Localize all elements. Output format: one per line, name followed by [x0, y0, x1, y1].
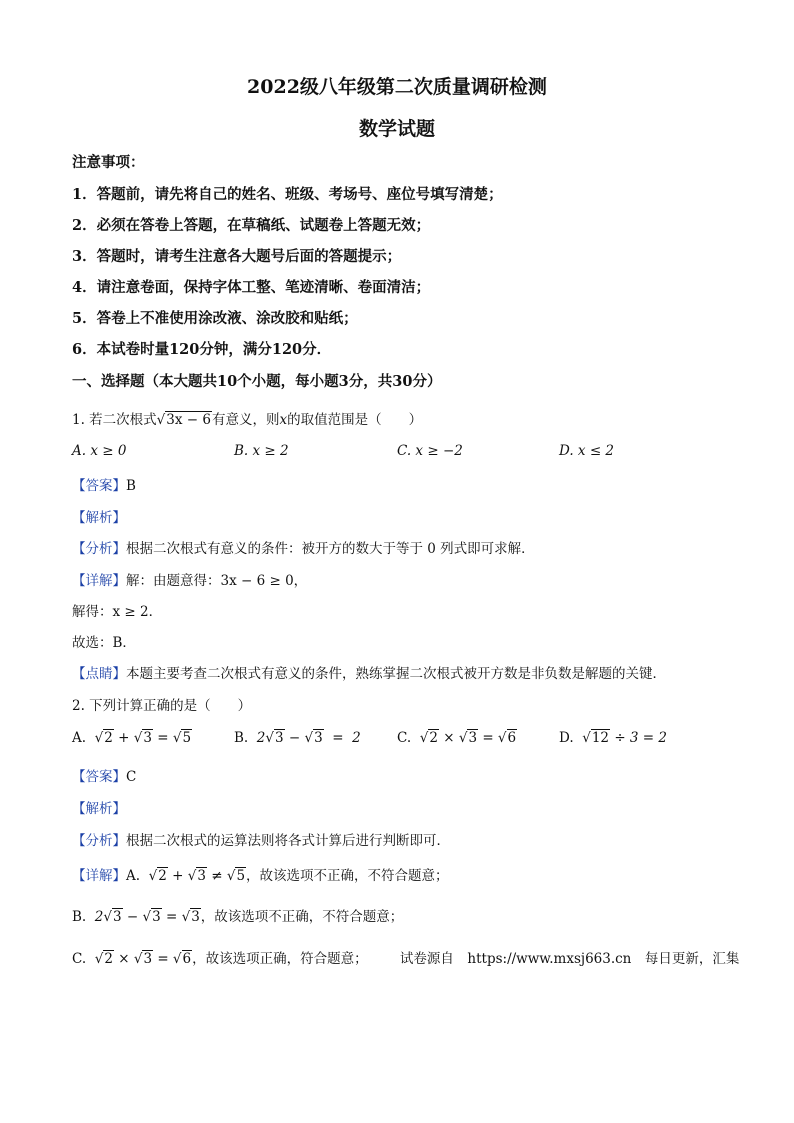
q2-detail-c: C. √2 × √3 = √6，故该选项正确，符合题意； 试卷源自 https://www.mxsj663.cn 每日更新，汇集 [72, 951, 740, 967]
q1-option-b: B. x ≥ 2 [234, 443, 289, 459]
q1-fenxi [72, 537, 535, 557]
q1-fenxi-text: 根据二次根式有意义的条件：被开方的数大于等于 0 列式即可求解． [126, 541, 535, 557]
q1-radicand: 3x − 6 [166, 412, 211, 428]
fenxi-tag: 【分析】 [72, 833, 126, 849]
answer-tag: 【答案】 [72, 478, 126, 494]
q2-detail-a-text: ，故该选项不正确，不符合题意； [246, 868, 449, 884]
answer-tag: 【答案】 [72, 769, 126, 785]
dianjing-tag: 【点睛】 [72, 666, 126, 682]
detail-tag: 【详解】 [72, 573, 126, 589]
q1-option-a: A. x ≥ 0 [72, 443, 127, 459]
q2-option-a: A. √2 + √3 = √5 [72, 730, 192, 746]
detail-tag: 【详解】 [72, 868, 126, 884]
q2-analysis-tag: 【解析】 [72, 801, 126, 817]
q2-option-a-label: A. [72, 730, 87, 746]
notice-item: 3．答题时，请考生注意各大题号后面的答题提示； [72, 248, 402, 265]
q1-answer [72, 474, 136, 494]
q2-detail-b: B. 2√3 − √3 = √3，故该选项不正确，不符合题意； [72, 909, 404, 925]
q2-option-d-label: D. [559, 730, 574, 746]
q2-detail-b-label: B. [72, 909, 87, 925]
footer-source: 试卷源自 https://www.mxsj663.cn 每日更新，汇集 [399, 951, 740, 967]
q2-option-d: D. √12 ÷ 3 = 2 [559, 730, 667, 746]
q1-stem-end: 的取值范围是（ ） [287, 412, 423, 428]
q2-option-b-label: B. [234, 730, 249, 746]
notice-heading: 注意事项： [72, 154, 145, 171]
q2-option-c-label: C. [397, 730, 412, 746]
q2-option-c: C. √2 × √3 = √6 [397, 730, 517, 746]
notice-item: 1．答题前，请先将自己的姓名、班级、考场号、座位号填写清楚； [72, 186, 503, 203]
notice-item: 2．必须在答卷上答题，在草稿纸、试题卷上答题无效； [72, 217, 431, 234]
q1-option-d: D. x ≤ 2 [559, 443, 615, 459]
q2-fenxi-text: 根据二次根式的运算法则将各式计算后进行判断即可． [126, 833, 450, 849]
q1-radical: √3x − 6 [156, 412, 211, 428]
q1-stem [72, 408, 422, 428]
q1-dianjing [72, 662, 666, 682]
q1-choose: 故选：B． [72, 635, 136, 651]
notice-item: 4．请注意卷面，保持字体工整、笔迹清晰、卷面清洁； [72, 279, 431, 296]
q2-detail-a-label: A. [126, 868, 141, 884]
q1-dianjing-text: 本题主要考查二次根式有意义的条件，熟练掌握二次根式被开方数是非负数是解题的关键． [126, 666, 666, 682]
q2-answer [72, 765, 136, 785]
section-heading: 一、选择题（本大题共10个小题，每小题3分，共30分） [72, 373, 442, 390]
q1-var: x [279, 412, 288, 428]
page-title: 2022级八年级第二次质量调研检测 [247, 76, 547, 98]
q2-detail-a: 【详解】A. √2 + √3 ≠ √5，故该选项不正确，不符合题意； [72, 868, 449, 884]
q1-detail-text: 解：由题意得：3x − 6 ≥ 0， [126, 573, 308, 589]
q2-answer-value: C [126, 769, 137, 785]
q1-stem-after: 有意义，则 [211, 412, 280, 428]
q1-option-c: C. x ≥ −2 [397, 443, 463, 459]
q1-answer-value: B [126, 478, 136, 494]
q2-fenxi [72, 829, 450, 849]
q2-detail-b-text: ，故该选项不正确，不符合题意； [200, 909, 404, 925]
q1-detail [72, 569, 307, 589]
q1-analysis-tag: 【解析】 [72, 510, 126, 526]
q1-solve: 解得：x ≥ 2． [72, 604, 163, 620]
q1-stem-before: 1. 若二次根式 [72, 412, 157, 428]
q2-detail-c-text: ，故该选项正确，符合题意； [192, 951, 368, 967]
notice-item: 5．答卷上不准使用涂改液、涂改胶和贴纸； [72, 310, 358, 327]
page-subtitle: 数学试题 [358, 118, 435, 140]
notice-item: 6．本试卷时量120分钟，满分120分． [72, 341, 332, 358]
q2-stem: 2. 下列计算正确的是（ ） [72, 698, 252, 714]
fenxi-tag: 【分析】 [72, 541, 126, 557]
q2-detail-c-label: C. [72, 951, 87, 967]
q2-option-b: B. 2√3 − √3 = 2 [234, 730, 361, 746]
